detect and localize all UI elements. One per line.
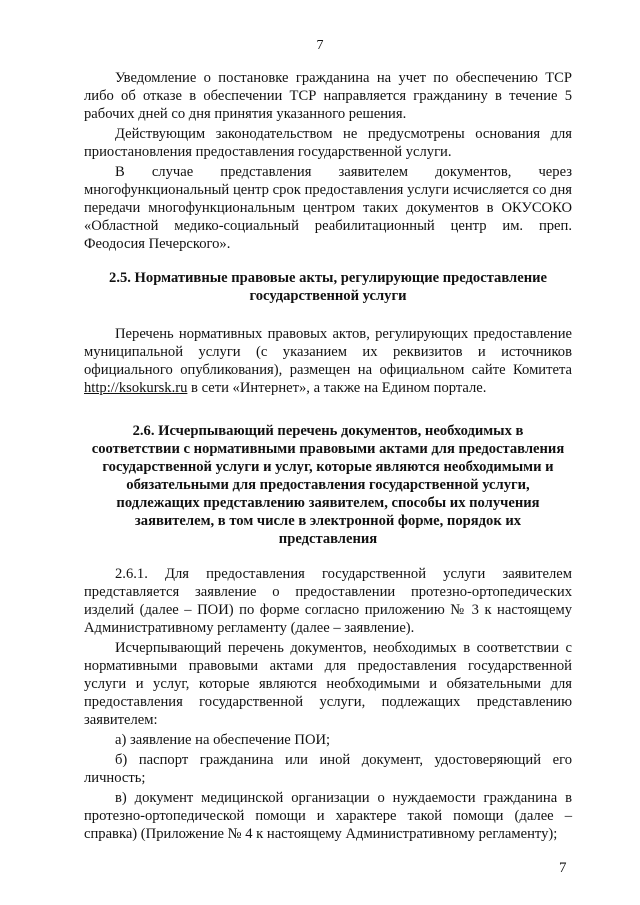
section-2-5-heading: 2.5. Нормативные правовые акты, регулирующие предоставление государственной услуги [109,270,547,304]
paragraph-normative-acts [84,325,572,397]
paragraph-exhaustive-list: Исчерпывающий перечень документов, необходимых в соответствии с нормативными правовыми актами для предоставления государственной услуги и услуг, которые являются необходимыми и обязательными для предоставления государственной услуги, подлежащих представлению заявителем: [84,640,572,728]
normative-text-after: в сети «Интернет», а также на Едином портале. [187,380,487,396]
section-2-6-heading: 2.6. Исчерпывающий перечень документов, необходимых в соответствии с нормативными правовыми актами для предоставления государственной услуги и услуг, которые являются необходимыми и обязательными для предоставления государственной услуги, подлежащих представлению заявителем, способы их получения заявителем, в том числе в электронной форме, порядок их представления [91,423,565,547]
page-number-bottom: 7 [559,860,567,876]
paragraph-no-suspension: Действующим законодательством не предусмотрены основания для приостановления предоставления государственной услуги. [84,126,572,160]
normative-text-before: Перечень нормативных правовых актов, регулирующих предоставление муниципальной услуги (с указанием их реквизитов и источников официального опубликования), размещен на официальном сайте Комитета [84,326,572,378]
section-2-6 [84,422,572,843]
paragraph-2-6-1: 2.6.1. Для предоставления государственной услуги заявителем представляется заявление о предоставлении протезно-ортопедических изделий (далее – ПОИ) по форме согласно приложению № 3 к настоящему Административному регламенту (далее – заявление). [84,566,572,636]
paragraph-mfc: В случае представления заявителем документов, через многофункциональный центр срок предоставления услуги исчисляется со дня передачи многофункциональным центром таких документов в ОКУСОКО «Областной медико-социальный реабилитационный центр им. преп. Феодосия Печерского». [84,164,572,252]
list-item-c: в) документ медицинской организации о нуждаемости гражданина в протезно-ортопедической помощи и характере такой помощи (далее – справка) (Приложение № 4 к настоящему Административному регламенту); [84,790,572,842]
committee-website-link[interactable]: http://ksokursk.ru [84,380,188,396]
list-item-b: б) паспорт гражданина или иной документ, удостоверяющий его личность; [84,752,572,786]
page-number-top: 7 [316,38,324,53]
intro-block [84,69,572,253]
section-2-5 [84,269,572,397]
list-item-a: а) заявление на обеспечение ПОИ; [115,732,331,748]
paragraph-notification: Уведомление о постановке гражданина на учет по обеспечению ТСР либо об отказе в обеспечении ТСР направляется гражданину в течение 5 рабочих дней со дня принятия указанного решения. [84,70,572,122]
